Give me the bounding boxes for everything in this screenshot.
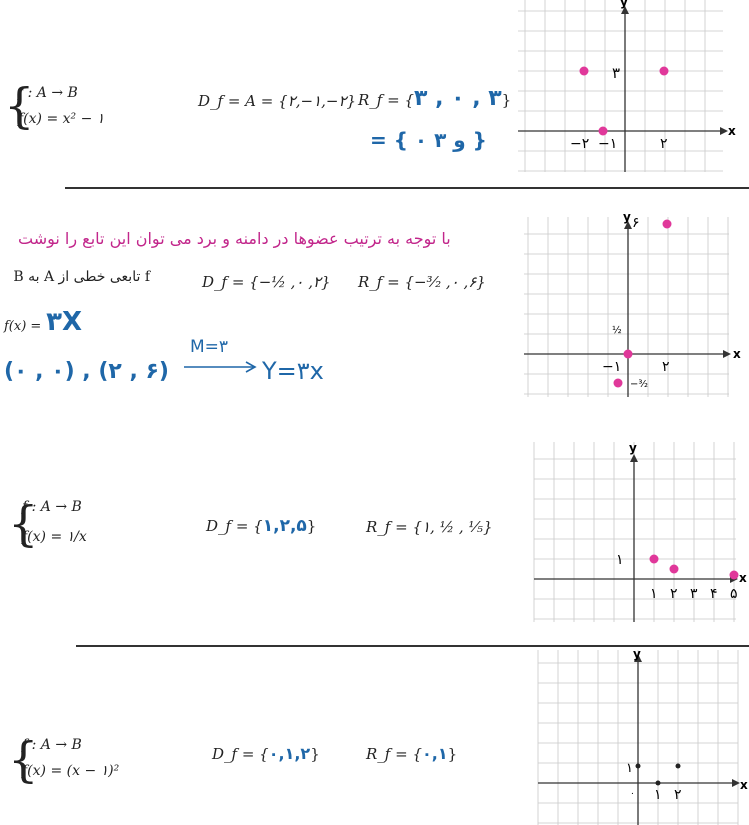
x-axis-label: x (733, 347, 741, 361)
y-axis-label: y (623, 210, 631, 224)
domain-line (212, 744, 320, 763)
x-arrow (720, 127, 728, 135)
tick-x-3: ۳ (690, 586, 698, 602)
tick-y-3: ۳ (612, 64, 621, 82)
tick-x-2: ۲ (662, 359, 670, 375)
tick-y-neg-3-2: −³⁄₂ (630, 379, 649, 390)
domain-handwritten: ۰,۱,۲ (268, 744, 311, 763)
section-4 (0, 647, 749, 825)
range-handwritten-2: = { ۰ و ۳ } (370, 128, 487, 152)
tick-x-neg1: −۱ (598, 136, 618, 152)
x-axis-label: x (728, 124, 736, 138)
range-close: } (501, 91, 512, 109)
range-line (358, 86, 511, 111)
point-2-3 (660, 67, 669, 76)
y-axis-label: y (620, 0, 628, 9)
domain-handwritten: ۱,۲,۵ (262, 516, 307, 536)
grid (518, 0, 723, 172)
point-2-6 (663, 220, 672, 229)
rule-line (4, 307, 82, 337)
mapping-text: f : A → B (18, 85, 78, 101)
tick-x-2: ۲ (660, 136, 668, 152)
range-label: R_f = { (366, 745, 422, 763)
point-neg1-0 (599, 127, 608, 136)
brace: { (8, 732, 39, 788)
slope-label: M=۳ (190, 337, 229, 357)
tick-y-half: ½ (612, 325, 622, 336)
rule-label: f(x) = (4, 319, 42, 334)
range-text: R_f = {−³⁄₂ ,۰ ,۶} (358, 273, 486, 291)
y-axis-label: y (633, 647, 641, 661)
range-close: } (447, 745, 458, 763)
slope-arrow (184, 337, 262, 377)
tick-x-1: ۱ (654, 787, 662, 803)
section-2 (0, 189, 749, 399)
section-3 (0, 440, 749, 630)
range-label: R_f = { (358, 91, 414, 109)
graph-2 (524, 210, 746, 397)
tick-origin: ۰ (630, 789, 635, 799)
result-handwritten: Y=۳x (262, 357, 324, 385)
linear-statement: f تابعی خطی از A به B (13, 269, 150, 285)
grid (524, 217, 729, 397)
x-arrow (732, 779, 740, 787)
graph-1 (518, 0, 734, 172)
rule-handwritten: ۳X (46, 307, 83, 337)
tick-x-2: ۲ (670, 586, 678, 602)
grid (534, 442, 736, 622)
tick-y-1: ۱ (616, 552, 624, 568)
tick-x-5: ۵ (730, 586, 738, 602)
tick-x-neg2: −۲ (570, 136, 590, 152)
graph-4 (538, 647, 748, 825)
domain-text: D_f = {−½ ,۰ ,۲} (202, 273, 331, 291)
range-line (366, 744, 457, 763)
y-arrow (630, 454, 638, 462)
point-neg-half (614, 379, 623, 388)
brace: { (4, 78, 35, 134)
point-2-1 (676, 764, 681, 769)
domain-close: } (306, 517, 317, 535)
range-text: R_f = {۱, ½ , ⅕} (366, 518, 493, 536)
domain-close: } (310, 745, 320, 763)
x-axis-label: x (740, 778, 748, 792)
x-arrow (723, 350, 731, 358)
function-definition (8, 494, 128, 554)
point-2-half (670, 565, 679, 574)
domain-line (206, 516, 316, 536)
range-handwritten: ۳ , ۰ , ۳ (414, 86, 502, 111)
rule-text: f(x) = x² − ۱ (18, 111, 105, 127)
point-0-0 (624, 350, 633, 359)
point-1-0 (656, 781, 661, 786)
tick-y-1: ۱ (626, 761, 633, 776)
tick-x-2: ۲ (674, 787, 682, 803)
brace: { (8, 496, 39, 552)
tick-x-4: ۴ (710, 586, 718, 602)
point-5-fifth (730, 571, 739, 580)
x-axis-label: x (739, 571, 747, 585)
separator-2 (76, 645, 749, 647)
function-definition (4, 80, 124, 136)
mapping-text: f : A → B (22, 499, 82, 515)
rule-text: f(x) = ۱/x (22, 529, 87, 545)
tick-x-neg1: −۱ (602, 359, 622, 375)
tick-y-6: ۶ (632, 215, 640, 231)
mapping-text: f : A → B (22, 737, 82, 753)
point-neg2-3 (580, 67, 589, 76)
rule-text: f(x) = (x − ۱)² (22, 763, 120, 779)
point-1-1 (650, 555, 659, 564)
arrow-icon (184, 361, 262, 373)
domain-label: D_f = { (206, 517, 263, 535)
point-0-1 (636, 764, 641, 769)
instruction-note: با توجه به ترتیب عضوها در دامنه و برد می توان این تابع را نوشت (18, 229, 451, 248)
section-1 (0, 0, 749, 185)
function-definition (8, 732, 138, 788)
domain-label: D_f = { (212, 745, 269, 763)
y-axis-label: y (629, 441, 637, 455)
graph-3 (534, 442, 748, 622)
domain-text: D_f = A = {۲,−۱,−۲} (198, 92, 357, 110)
tick-x-1: ۱ (650, 586, 658, 602)
range-handwritten: ۰,۱ (422, 744, 448, 763)
points-handwritten: (۰ , ۰) , (۲ , ۶) (4, 359, 169, 384)
